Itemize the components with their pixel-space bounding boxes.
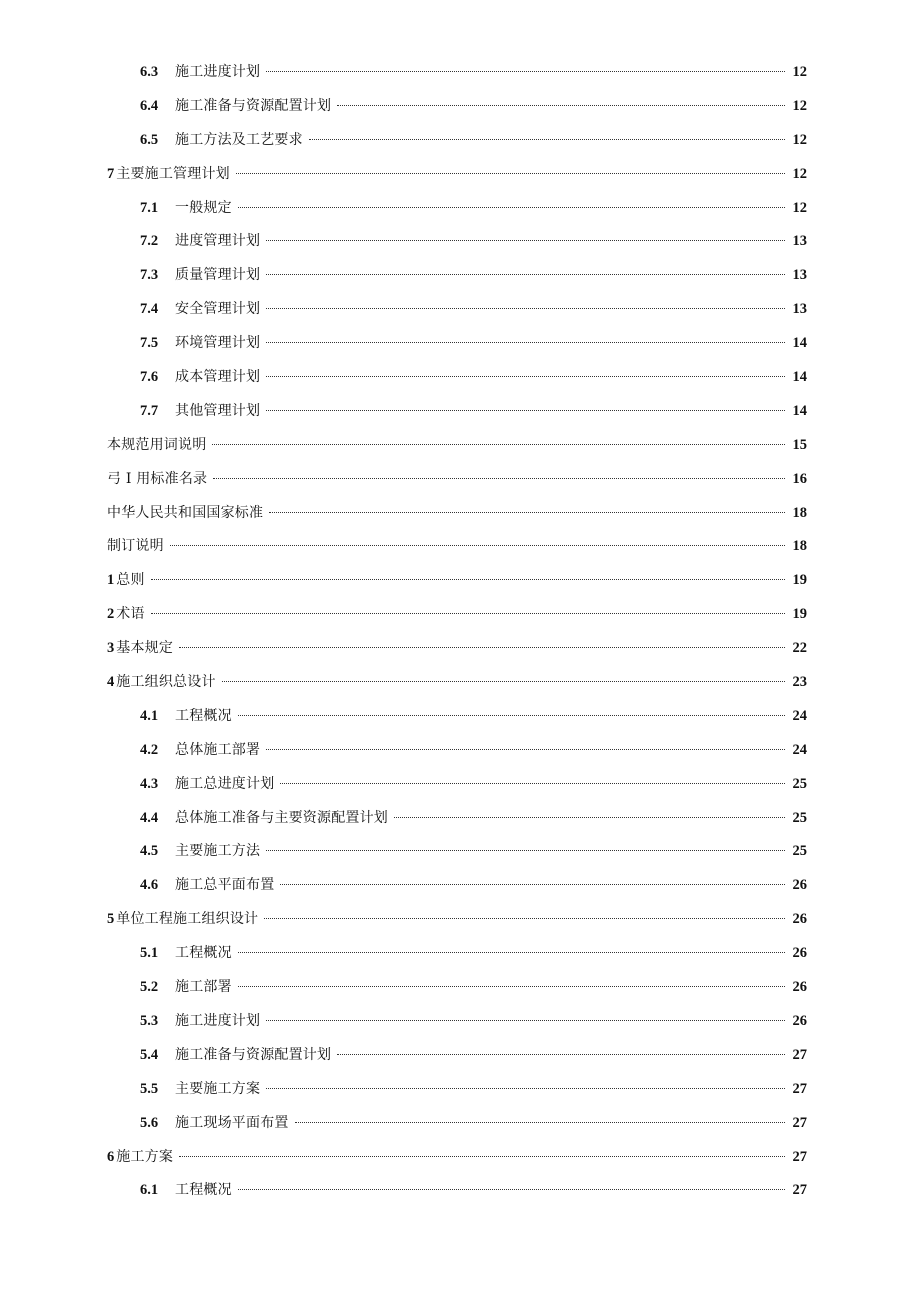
toc-entry[interactable] xyxy=(0,192,920,226)
toc-entry-page-number: 12 xyxy=(792,64,807,80)
dot-leader xyxy=(280,884,785,885)
toc-entry-page-number: 26 xyxy=(792,1012,807,1029)
dot-leader xyxy=(266,850,785,851)
toc-entry-title: 施工总平面布置 xyxy=(175,877,275,894)
toc-entry[interactable] xyxy=(0,158,920,192)
toc-entry[interactable] xyxy=(0,632,920,666)
dot-leader xyxy=(238,986,785,987)
toc-entry-title: 制订说明 xyxy=(107,538,164,555)
toc-entry[interactable] xyxy=(0,564,920,598)
toc-entry-number: 5.6 xyxy=(140,1114,159,1131)
toc-entry[interactable] xyxy=(0,700,920,734)
toc-entry[interactable] xyxy=(0,1073,920,1107)
toc-entry-title: 一般规定 xyxy=(175,199,232,216)
dot-leader xyxy=(179,647,785,648)
dot-leader xyxy=(151,579,785,580)
toc-entry-number: 7.6 xyxy=(140,369,159,386)
toc-entry-number: 7.4 xyxy=(140,301,159,318)
table-of-contents xyxy=(0,56,920,1208)
dot-leader xyxy=(266,308,785,309)
dot-leader xyxy=(179,1156,785,1157)
dot-leader xyxy=(170,545,785,546)
toc-entry-title: 施工准备与资源配置计划 xyxy=(175,97,332,114)
toc-entry-title: 总则 xyxy=(116,572,145,589)
toc-entry-number: 1 xyxy=(107,572,115,589)
dot-leader xyxy=(337,105,785,106)
toc-entry-title: 施工部署 xyxy=(175,979,232,996)
toc-entry-page-number: 15 xyxy=(792,436,807,453)
toc-entry[interactable] xyxy=(0,293,920,327)
toc-entry[interactable] xyxy=(0,1039,920,1073)
toc-entry-number: 5 xyxy=(107,911,115,928)
toc-entry-page-number: 26 xyxy=(792,911,807,928)
toc-entry-number: 4.3 xyxy=(140,775,159,792)
toc-entry[interactable] xyxy=(0,1174,920,1208)
toc-entry-number: 4.6 xyxy=(140,877,159,894)
toc-entry-title: 工程概况 xyxy=(175,945,232,962)
toc-entry-title: 成本管理计划 xyxy=(175,369,261,386)
dot-leader xyxy=(266,240,785,241)
toc-entry-title: 主要施工方案 xyxy=(175,1080,261,1097)
dot-leader xyxy=(236,173,785,174)
toc-entry-title: 施工方案 xyxy=(116,1148,174,1165)
dot-leader xyxy=(337,1054,785,1055)
toc-entry[interactable] xyxy=(0,463,920,497)
toc-entry-number: 5.5 xyxy=(140,1080,159,1097)
dot-leader xyxy=(394,817,785,818)
toc-entry[interactable] xyxy=(0,666,920,700)
toc-entry[interactable] xyxy=(0,90,920,124)
toc-entry-number: 7.3 xyxy=(140,267,159,284)
toc-entry-number: 6.3 xyxy=(140,64,159,80)
dot-leader xyxy=(238,952,785,953)
toc-entry[interactable] xyxy=(0,124,920,158)
dot-leader xyxy=(295,1122,785,1123)
toc-entry[interactable] xyxy=(0,835,920,869)
toc-entry-title: 工程概况 xyxy=(175,707,232,724)
dot-leader xyxy=(266,342,785,343)
toc-entry[interactable] xyxy=(0,395,920,429)
toc-entry[interactable] xyxy=(0,903,920,937)
toc-entry[interactable] xyxy=(0,1107,920,1141)
toc-entry-page-number: 25 xyxy=(792,843,807,860)
toc-entry-number: 6.4 xyxy=(140,97,159,114)
toc-entry-title: 施工现场平面布置 xyxy=(175,1114,289,1131)
toc-entry[interactable] xyxy=(0,768,920,802)
toc-entry-title: 施工准备与资源配置计划 xyxy=(175,1046,332,1063)
toc-entry-page-number: 12 xyxy=(792,199,807,216)
toc-entry-number: 3 xyxy=(107,640,115,657)
toc-entry[interactable] xyxy=(0,734,920,768)
toc-entry-page-number: 23 xyxy=(792,674,807,691)
toc-entry[interactable] xyxy=(0,56,920,90)
toc-entry-title: 基本规定 xyxy=(116,640,174,657)
dot-leader xyxy=(266,1088,785,1089)
toc-entry-title: 主要施工方法 xyxy=(175,843,261,860)
toc-entry-page-number: 27 xyxy=(792,1148,807,1165)
toc-entry-number: 5.4 xyxy=(140,1046,159,1063)
dot-leader xyxy=(238,715,785,716)
toc-entry-title: 环境管理计划 xyxy=(175,335,261,352)
toc-entry-number: 7.5 xyxy=(140,335,159,352)
toc-entry[interactable] xyxy=(0,327,920,361)
dot-leader xyxy=(266,1020,785,1021)
toc-entry-page-number: 24 xyxy=(792,707,807,724)
toc-entry[interactable] xyxy=(0,259,920,293)
toc-entry-title: 施工方法及工艺要求 xyxy=(175,131,303,148)
toc-entry-page-number: 13 xyxy=(792,267,807,284)
toc-entry-page-number: 16 xyxy=(792,470,807,487)
dot-leader xyxy=(264,918,785,919)
toc-entry[interactable] xyxy=(0,971,920,1005)
toc-entry-page-number: 18 xyxy=(792,504,807,521)
toc-entry-title: 施工总进度计划 xyxy=(175,775,275,792)
dot-leader xyxy=(280,783,785,784)
toc-entry-number: 5.1 xyxy=(140,945,159,962)
toc-entry-page-number: 27 xyxy=(792,1046,807,1063)
dot-leader xyxy=(266,410,785,411)
toc-entry-page-number: 13 xyxy=(792,233,807,250)
toc-entry-title: 施工进度计划 xyxy=(175,1012,261,1029)
toc-entry-number: 4.1 xyxy=(140,707,159,724)
toc-entry[interactable] xyxy=(0,1141,920,1175)
toc-entry-number: 5.2 xyxy=(140,979,159,996)
dot-leader xyxy=(269,512,785,513)
toc-entry-page-number: 27 xyxy=(792,1182,807,1199)
toc-entry-title: 中华人民共和国国家标准 xyxy=(107,504,264,521)
toc-entry-page-number: 14 xyxy=(792,402,807,419)
toc-entry-number: 7 xyxy=(107,165,115,182)
toc-entry[interactable] xyxy=(0,869,920,903)
toc-entry-page-number: 27 xyxy=(792,1114,807,1131)
toc-entry-number: 4.2 xyxy=(140,741,159,758)
toc-entry-title: 弓 I 用标准名录 xyxy=(107,470,208,487)
toc-entry-title: 总体施工部署 xyxy=(175,741,261,758)
toc-entry[interactable] xyxy=(0,225,920,259)
toc-entry-page-number: 19 xyxy=(792,572,807,589)
toc-entry-title: 进度管理计划 xyxy=(175,233,261,250)
dot-leader xyxy=(238,207,785,208)
toc-entry-page-number: 12 xyxy=(792,97,807,114)
toc-entry-title: 施工进度计划 xyxy=(175,64,261,80)
toc-entry-number: 6.5 xyxy=(140,131,159,148)
toc-entry[interactable] xyxy=(0,497,920,531)
toc-entry-page-number: 13 xyxy=(792,301,807,318)
dot-leader xyxy=(266,71,785,72)
dot-leader xyxy=(266,376,785,377)
dot-leader xyxy=(266,274,785,275)
toc-entry[interactable] xyxy=(0,361,920,395)
toc-entry-page-number: 25 xyxy=(792,809,807,826)
toc-entry-title: 主要施工管理计划 xyxy=(116,165,230,182)
dot-leader xyxy=(238,1189,785,1190)
toc-entry-number: 7.7 xyxy=(140,402,159,419)
toc-entry-title: 工程概况 xyxy=(175,1182,232,1199)
toc-entry-number: 7.2 xyxy=(140,233,159,250)
toc-entry-page-number: 19 xyxy=(792,606,807,623)
dot-leader xyxy=(151,613,785,614)
toc-entry-title: 安全管理计划 xyxy=(175,301,261,318)
toc-entry-number: 4.4 xyxy=(140,809,159,826)
toc-entry-page-number: 27 xyxy=(792,1080,807,1097)
toc-entry[interactable] xyxy=(0,429,920,463)
toc-entry-number: 4.5 xyxy=(140,843,159,860)
toc-entry-page-number: 14 xyxy=(792,335,807,352)
toc-entry-number: 7.1 xyxy=(140,199,159,216)
toc-entry-title: 其他管理计划 xyxy=(175,402,261,419)
toc-entry-page-number: 12 xyxy=(792,131,807,148)
toc-entry-number: 5.3 xyxy=(140,1012,159,1029)
dot-leader xyxy=(309,139,785,140)
toc-entry-title: 施工组织总设计 xyxy=(116,674,216,691)
toc-entry-title: 单位工程施工组织设计 xyxy=(116,911,259,928)
toc-entry-page-number: 26 xyxy=(792,945,807,962)
toc-entry[interactable] xyxy=(0,530,920,564)
toc-entry-page-number: 26 xyxy=(792,979,807,996)
toc-entry-number: 6.1 xyxy=(140,1182,159,1199)
toc-entry-page-number: 24 xyxy=(792,741,807,758)
toc-entry[interactable] xyxy=(0,937,920,971)
dot-leader xyxy=(213,478,785,479)
toc-entry[interactable] xyxy=(0,802,920,836)
toc-entry-title: 本规范用词说明 xyxy=(107,436,207,453)
toc-entry-page-number: 22 xyxy=(792,640,807,657)
toc-entry[interactable] xyxy=(0,1005,920,1039)
toc-entry-page-number: 26 xyxy=(792,877,807,894)
toc-entry[interactable] xyxy=(0,598,920,632)
toc-entry-number: 6 xyxy=(107,1148,115,1165)
toc-entry-page-number: 18 xyxy=(792,538,807,555)
toc-entry-number: 4 xyxy=(107,674,115,691)
toc-entry-title: 总体施工准备与主要资源配置计划 xyxy=(175,809,388,826)
dot-leader xyxy=(222,681,785,682)
toc-entry-title: 术语 xyxy=(116,606,145,623)
toc-entry-title: 质量管理计划 xyxy=(175,267,261,284)
toc-entry-page-number: 25 xyxy=(792,775,807,792)
dot-leader xyxy=(212,444,785,445)
dot-leader xyxy=(266,749,785,750)
toc-entry-page-number: 12 xyxy=(792,165,807,182)
toc-entry-number: 2 xyxy=(107,606,115,623)
toc-entry-page-number: 14 xyxy=(792,369,807,386)
